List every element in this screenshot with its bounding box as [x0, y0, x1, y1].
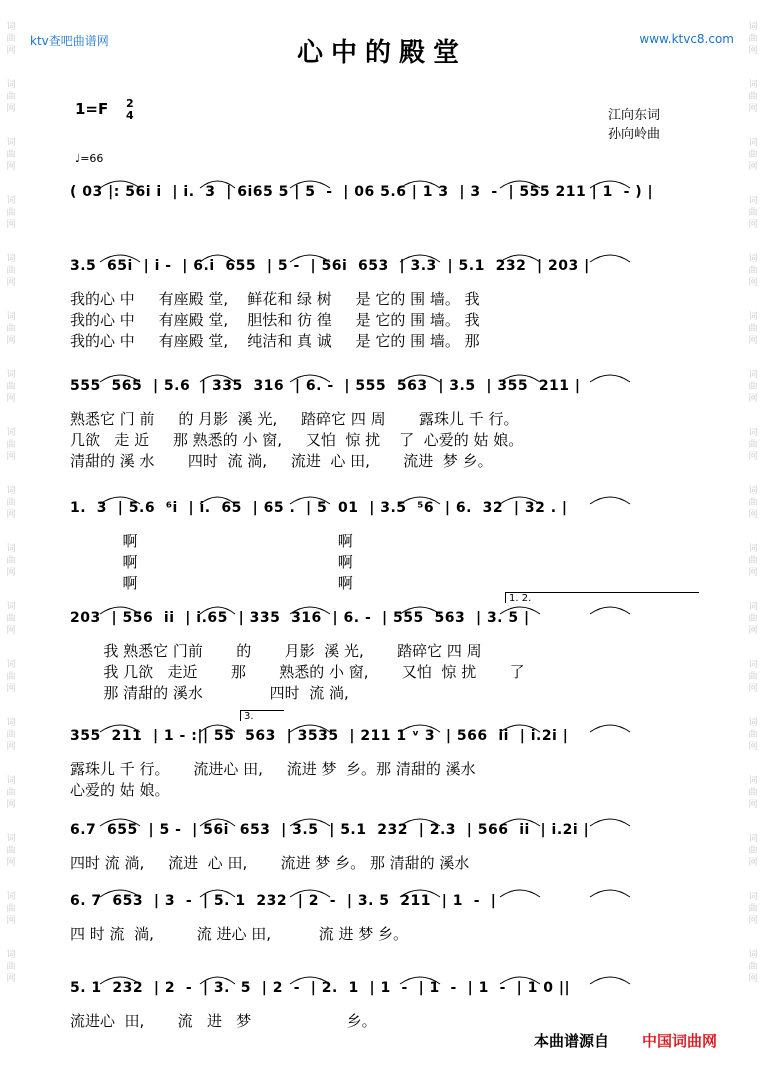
watermark-glyph: 网: [748, 626, 758, 636]
watermark-group: [744, 834, 762, 870]
watermark-glyph: 网: [6, 742, 16, 752]
watermark-group: [2, 254, 20, 290]
watermark-group: [744, 254, 762, 290]
watermark-group: [2, 196, 20, 232]
watermark-glyph: 网: [748, 742, 758, 752]
watermark-glyph: 词: [748, 80, 758, 90]
watermark-glyph: 网: [748, 684, 758, 694]
watermark-glyph: 词: [748, 544, 758, 554]
watermark-glyph: 词: [6, 776, 16, 786]
watermark-group: [744, 950, 762, 986]
watermark-glyph: 词: [6, 660, 16, 670]
watermark-glyph: 曲: [6, 556, 16, 566]
watermark-glyph: 网: [748, 278, 758, 288]
watermark-glyph: 曲: [748, 672, 758, 682]
watermark-glyph: 曲: [748, 92, 758, 102]
watermark-glyph: 曲: [6, 324, 16, 334]
watermark-glyph: 网: [748, 510, 758, 520]
lyric-line: 四 时 流 淌, 流 进心 田, 流 进 梦 乡。: [70, 925, 409, 943]
watermark-glyph: 网: [748, 162, 758, 172]
watermark-glyph: 词: [748, 950, 758, 960]
watermark-glyph: 词: [748, 312, 758, 322]
watermark-glyph: 网: [6, 452, 16, 462]
watermark-group: [744, 718, 762, 754]
lyric-line: 我 几欲 走近 那 熟悉的 小 窗, 又怕 惊 扰 了: [70, 663, 525, 681]
tempo-mark: ♩=66: [75, 152, 104, 165]
watermark-glyph: 网: [748, 104, 758, 114]
watermark-glyph: 曲: [6, 846, 16, 856]
watermark-group: [2, 660, 20, 696]
meter-bottom: 4: [126, 109, 134, 122]
lyric-line: 几欲 走 近 那 熟悉的 小 窗, 又怕 惊 扰 了 心爱的 姑 娘。: [70, 431, 524, 449]
watermark-glyph: 网: [748, 858, 758, 868]
watermark-glyph: 曲: [6, 92, 16, 102]
notes-line: 6. 7 653 | 3 - | 5. 1 232 | 2 - | 3. 5 211 | 1 - |: [70, 893, 497, 909]
watermark-group: [744, 486, 762, 522]
watermark-glyph: 曲: [748, 208, 758, 218]
side-watermark-left: [2, 0, 20, 1077]
watermark-glyph: 词: [748, 602, 758, 612]
watermark-glyph: 词: [6, 80, 16, 90]
watermark-glyph: 网: [6, 684, 16, 694]
watermark-glyph: 曲: [6, 266, 16, 276]
watermark-glyph: 词: [748, 834, 758, 844]
watermark-group: [744, 80, 762, 116]
watermark-group: [2, 428, 20, 464]
watermark-glyph: 网: [6, 974, 16, 984]
notes-line: 203 | 556 ii | i.65 | 335 316 | 6. - | 555 563 | 3. 5 |: [70, 610, 530, 626]
watermark-group: [744, 602, 762, 638]
watermark-group: [744, 138, 762, 174]
watermark-glyph: 曲: [748, 324, 758, 334]
lyricist: 江向东词: [608, 108, 661, 123]
watermark-glyph: 网: [748, 974, 758, 984]
watermark-glyph: 网: [748, 336, 758, 346]
watermark-group: [2, 602, 20, 638]
watermark-group: [2, 370, 20, 406]
watermark-glyph: 曲: [6, 730, 16, 740]
watermark-glyph: 曲: [748, 34, 758, 44]
watermark-group: [744, 660, 762, 696]
watermark-glyph: 网: [6, 626, 16, 636]
credits: [608, 106, 660, 144]
volta-bracket: 3.: [240, 710, 284, 721]
watermark-glyph: 词: [6, 950, 16, 960]
watermark-glyph: 曲: [748, 440, 758, 450]
watermark-glyph: 网: [6, 394, 16, 404]
watermark-glyph: 曲: [748, 846, 758, 856]
watermark-glyph: 网: [748, 220, 758, 230]
watermark-group: [744, 428, 762, 464]
watermark-group: [744, 776, 762, 812]
watermark-glyph: 词: [6, 370, 16, 380]
watermark-glyph: 网: [6, 46, 16, 56]
watermark-glyph: 网: [6, 800, 16, 810]
watermark-glyph: 网: [6, 162, 16, 172]
watermark-glyph: 曲: [748, 730, 758, 740]
lyric-line: 啊 啊: [70, 532, 353, 550]
watermark-glyph: 曲: [6, 498, 16, 508]
watermark-glyph: 词: [748, 370, 758, 380]
lyric-line: 我的心 中 有座殿 堂, 胆怯和 彷 徨 是 它的 围 墙。 我: [70, 311, 480, 329]
notes-line: 6.7 655 | 5 - | 56i 653 | 3.5 | 5.1 232 | 2.3 | 566 ii | i.2i |: [70, 822, 590, 838]
site-right-url: www.ktvc8.com: [639, 32, 734, 46]
watermark-glyph: 曲: [748, 788, 758, 798]
watermark-glyph: 网: [748, 46, 758, 56]
watermark-glyph: 词: [748, 718, 758, 728]
watermark-group: [2, 486, 20, 522]
watermark-glyph: 词: [6, 312, 16, 322]
watermark-glyph: 曲: [748, 498, 758, 508]
watermark-glyph: 曲: [748, 904, 758, 914]
watermark-glyph: 词: [6, 602, 16, 612]
watermark-glyph: 词: [6, 892, 16, 902]
watermark-glyph: 网: [748, 800, 758, 810]
lyric-line: 四时 流 淌, 流进 心 田, 流进 梦 乡。 那 清甜的 溪水: [70, 854, 470, 872]
watermark-group: [2, 950, 20, 986]
watermark-glyph: 曲: [748, 614, 758, 624]
watermark-glyph: 网: [748, 916, 758, 926]
watermark-glyph: 曲: [6, 440, 16, 450]
watermark-glyph: 网: [6, 510, 16, 520]
watermark-glyph: 词: [6, 544, 16, 554]
watermark-glyph: 词: [6, 22, 16, 32]
notes-line: 1. 3 | 5.6 ⁶i | i. 65 | 65 . | 5 01 | 3.5 ⁵6 | 6. 32 | 32 . |: [70, 500, 568, 516]
watermark-glyph: 网: [748, 568, 758, 578]
watermark-glyph: 词: [748, 428, 758, 438]
watermark-glyph: 词: [748, 776, 758, 786]
watermark-group: [744, 196, 762, 232]
watermark-glyph: 词: [748, 254, 758, 264]
watermark-group: [2, 312, 20, 348]
watermark-group: [744, 312, 762, 348]
watermark-glyph: 曲: [748, 556, 758, 566]
watermark-glyph: 网: [6, 568, 16, 578]
watermark-glyph: 曲: [6, 614, 16, 624]
watermark-group: [2, 892, 20, 928]
lyric-line: 啊 啊: [70, 553, 353, 571]
watermark-glyph: 网: [748, 452, 758, 462]
watermark-group: [2, 776, 20, 812]
lyric-line: 我 熟悉它 门前 的 月影 溪 光, 踏碎它 四 周: [70, 642, 482, 660]
lyric-line: 啊 啊: [70, 574, 353, 592]
watermark-glyph: 网: [6, 916, 16, 926]
watermark-glyph: 词: [6, 428, 16, 438]
time-signature: [126, 98, 134, 122]
watermark-group: [2, 834, 20, 870]
watermark-group: [744, 370, 762, 406]
notes-line: 355 211 | 1 - :|| 55 563 | 3535 | 211 1 ᵛ 3 | 566 ii | i.2i |: [70, 728, 569, 744]
site-left-label: ktv查吧曲谱网: [30, 34, 109, 48]
watermark-glyph: 网: [6, 278, 16, 288]
watermark-glyph: 网: [6, 104, 16, 114]
watermark-glyph: 词: [748, 196, 758, 206]
watermark-glyph: 词: [6, 138, 16, 148]
source-brand: 中国词曲网: [642, 1032, 718, 1050]
watermark-glyph: 词: [6, 834, 16, 844]
lyric-line: 心爱的 姑 娘。: [70, 781, 170, 799]
lyric-line: 我的心 中 有座殿 堂, 鲜花和 绿 树 是 它的 围 墙。 我: [70, 290, 480, 308]
watermark-glyph: 词: [748, 22, 758, 32]
watermark-glyph: 网: [6, 336, 16, 346]
lyric-line: 露珠儿 千 行。 流进心 田, 流进 梦 乡。那 清甜的 溪水: [70, 760, 476, 778]
watermark-glyph: 曲: [6, 150, 16, 160]
lyric-line: 清甜的 溪 水 四时 流 淌, 流进 心 田, 流进 梦 乡。: [70, 452, 493, 470]
watermark-glyph: 曲: [748, 382, 758, 392]
watermark-glyph: 曲: [6, 904, 16, 914]
watermark-glyph: 曲: [6, 382, 16, 392]
lyric-line: 那 清甜的 溪水 四时 流 淌,: [70, 684, 349, 702]
watermark-group: [2, 80, 20, 116]
lyric-line: 流进心 田, 流 进 梦 乡。: [70, 1012, 377, 1030]
watermark-group: [2, 544, 20, 580]
song-title: 心中的殿堂: [296, 38, 467, 68]
watermark-glyph: 曲: [748, 150, 758, 160]
watermark-glyph: 词: [748, 660, 758, 670]
watermark-glyph: 网: [6, 220, 16, 230]
watermark-glyph: 词: [748, 486, 758, 496]
key-signature: 1=F: [75, 100, 109, 118]
source-label: 本曲谱源自: [534, 1032, 610, 1050]
notes-line: 555 565 | 5.6 | 335 316 | 6. - | 555 563 | 3.5 | 355 211 |: [70, 378, 581, 394]
watermark-glyph: 词: [6, 486, 16, 496]
watermark-glyph: 词: [6, 718, 16, 728]
watermark-glyph: 曲: [6, 34, 16, 44]
watermark-glyph: 词: [748, 138, 758, 148]
watermark-group: [744, 544, 762, 580]
watermark-glyph: 词: [6, 254, 16, 264]
watermark-group: [744, 892, 762, 928]
watermark-glyph: 曲: [6, 788, 16, 798]
lyric-line: 熟悉它 门 前 的 月影 溪 光, 踏碎它 四 周 露珠儿 千 行。: [70, 410, 519, 428]
lyric-line: 我的心 中 有座殿 堂, 纯洁和 真 诚 是 它的 围 墙。 那: [70, 332, 480, 350]
meter-top: 2: [126, 97, 134, 110]
side-watermark-right: [744, 0, 762, 1077]
watermark-glyph: 网: [748, 394, 758, 404]
volta-bracket: 1. 2.: [505, 592, 699, 603]
watermark-group: [2, 138, 20, 174]
watermark-glyph: 网: [6, 858, 16, 868]
notes-line: 5. 1 232 | 2 - | 3. 5 | 2 - | 2. 1 | 1 - | 1 - | 1 - | 1 0 ||: [70, 980, 571, 996]
watermark-glyph: 曲: [6, 672, 16, 682]
watermark-glyph: 曲: [748, 962, 758, 972]
watermark-glyph: 曲: [6, 962, 16, 972]
watermark-glyph: 词: [6, 196, 16, 206]
watermark-group: [2, 718, 20, 754]
composer: 孙向岭曲: [608, 127, 661, 142]
watermark-glyph: 词: [748, 892, 758, 902]
watermark-glyph: 曲: [6, 208, 16, 218]
notes-line: 3.5 65i | i - | 6.i 655 | 5 - | 56i 653 | 3.3 | 5.1 232 | 203 |: [70, 258, 590, 274]
notes-line: ( 03 |: 56i i | i. 3 | 6i65 5 | 5 - | 06 5.6 | 1 3 | 3 - | 555 211 | 1 - ) |: [70, 184, 654, 200]
watermark-glyph: 曲: [748, 266, 758, 276]
